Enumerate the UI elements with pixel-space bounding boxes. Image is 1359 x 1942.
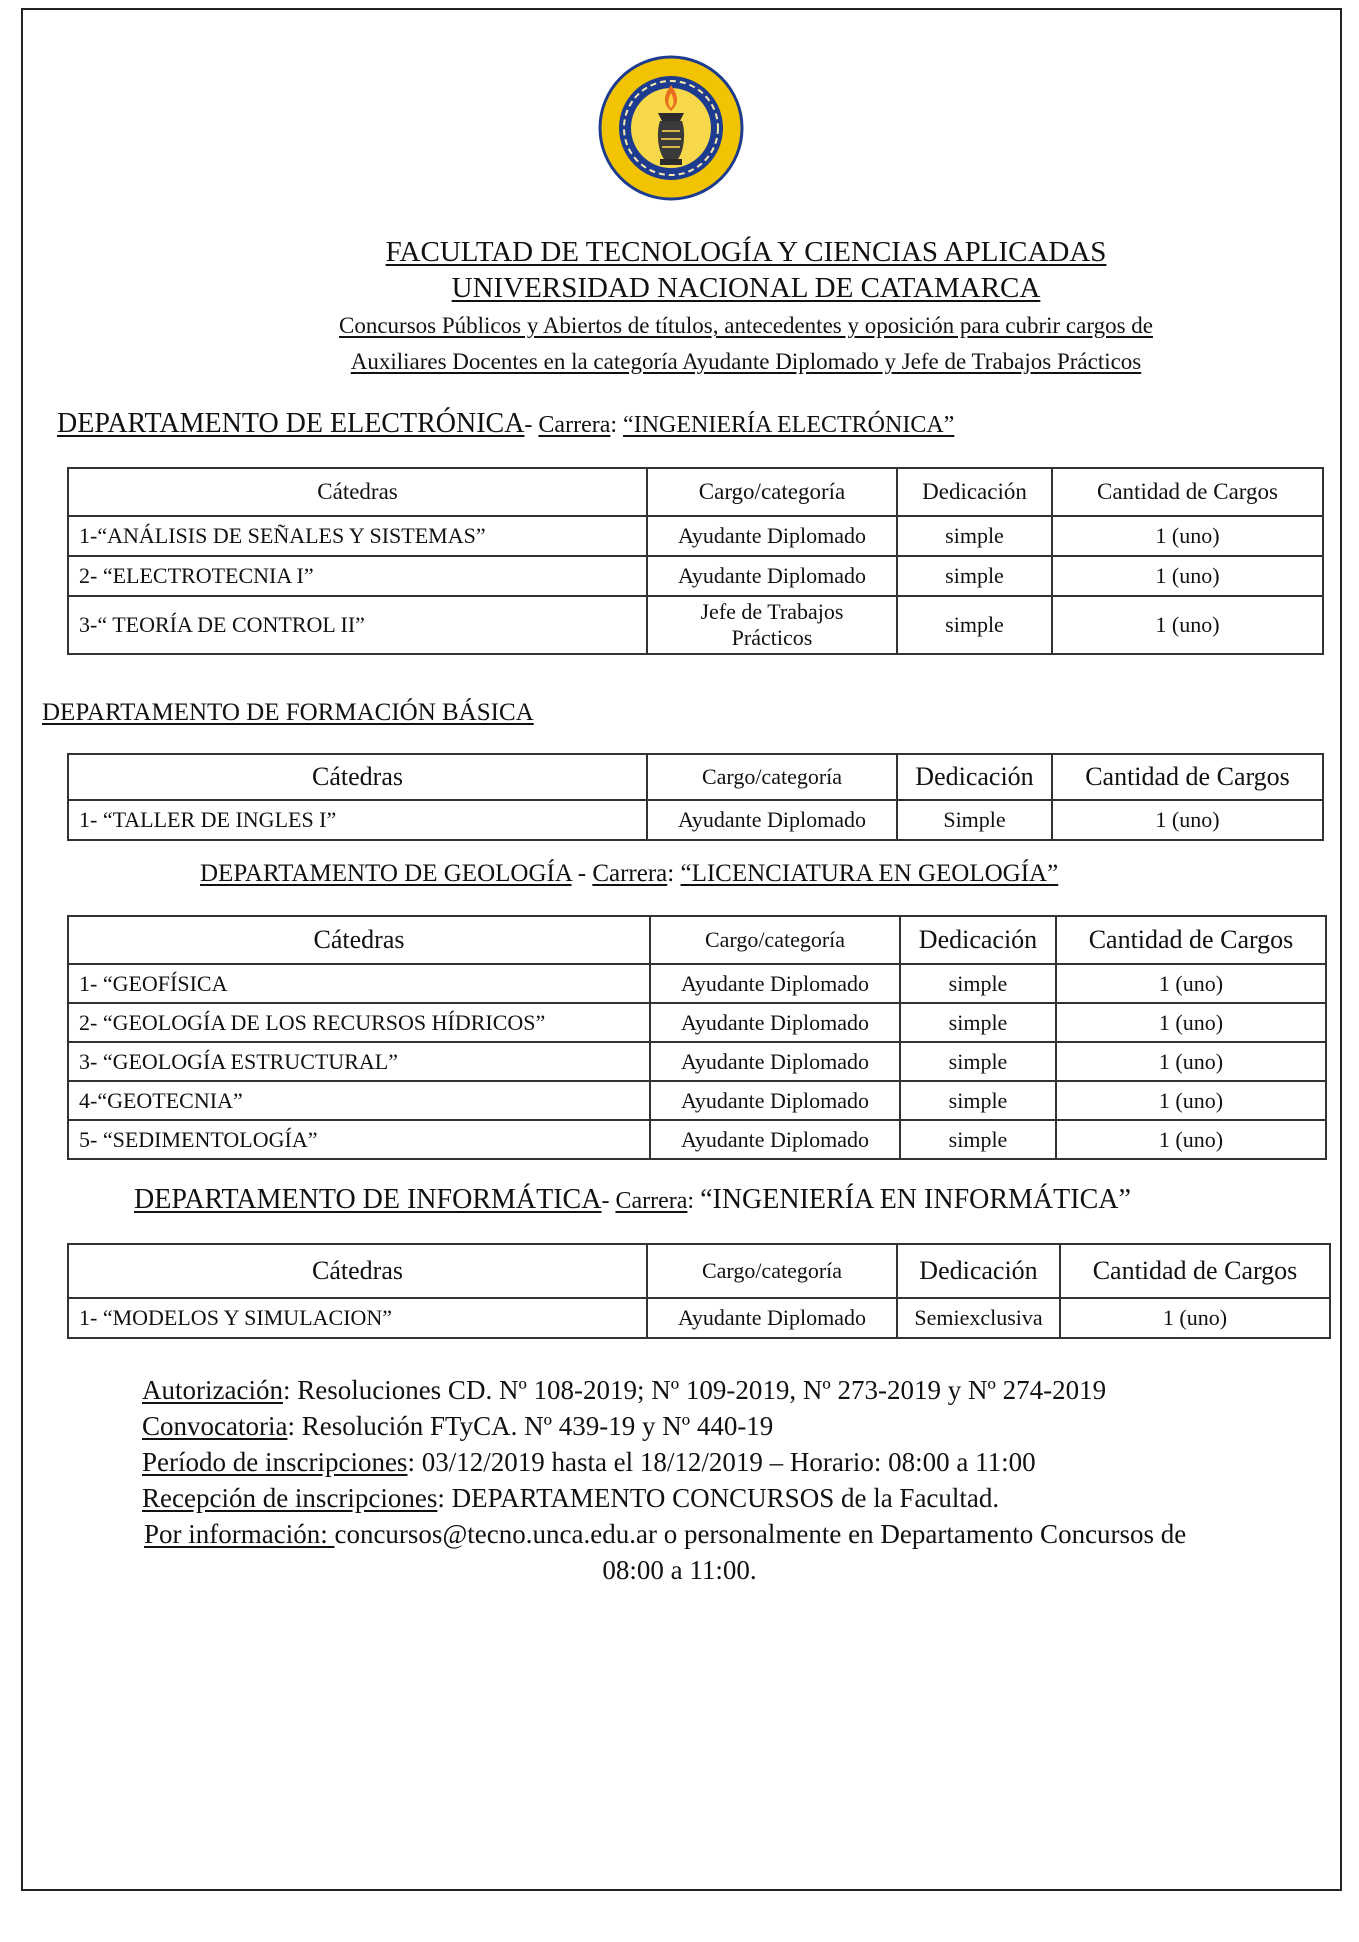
dept-heading-informatica: DEPARTAMENTO DE INFORMÁTICA- Carrera: “INGENIERÍA EN INFORMÁTICA”: [134, 1184, 1131, 1215]
periodo-line: Período de inscripciones: 03/12/2019 hasta el 18/12/2019 – Horario: 08:00 a 11:00: [142, 1447, 1036, 1477]
table-geologia: [67, 915, 1327, 1160]
col-header-dedicacion: Dedicación: [897, 754, 1052, 800]
table-row: 5- “SEDIMENTOLOGÍA” Ayudante Diplomado simple 1 (uno): [68, 1120, 1326, 1159]
col-header-cargo: Cargo/categoría: [647, 468, 897, 516]
autorizacion-line: Autorización: Resoluciones CD. Nº 108-2019; Nº 109-2019, Nº 273-2019 y Nº 274-2019: [142, 1375, 1107, 1405]
table-informatica: [67, 1243, 1331, 1339]
table-electronica: [67, 467, 1324, 655]
table-row: 2- “GEOLOGÍA DE LOS RECURSOS HÍDRICOS” Ayudante Diplomado simple 1 (uno): [68, 1003, 1326, 1042]
table-row: 1- “TALLER DE INGLES I” Ayudante Diplomado Simple 1 (uno): [68, 800, 1323, 840]
col-header-dedicacion: Dedicación: [897, 1244, 1060, 1298]
table-row: 2- “ELECTROTECNIA I” Ayudante Diplomado simple 1 (uno): [68, 556, 1323, 596]
dept-heading-formacion-basica: DEPARTAMENTO DE FORMACIÓN BÁSICA: [42, 699, 534, 726]
table-row: 3- “GEOLOGÍA ESTRUCTURAL” Ayudante Diplomado simple 1 (uno): [68, 1042, 1326, 1081]
university-seal-logo: [598, 55, 744, 201]
table-header-row: [68, 916, 1326, 964]
table-row: 3-“ TEORÍA DE CONTROL II” Jefe de Trabajos Prácticos simple 1 (uno): [68, 596, 1323, 654]
table-header-row: [68, 754, 1323, 800]
col-header-cargo: Cargo/categoría: [650, 916, 900, 964]
convocatoria-line: Convocatoria: Resolución FTyCA. Nº 439-19 y Nº 440-19: [142, 1411, 774, 1441]
col-header-dedicacion: Dedicación: [897, 468, 1052, 516]
col-header-cantidad: Cantidad de Cargos: [1052, 468, 1323, 516]
col-header-cargo: Cargo/categoría: [647, 1244, 897, 1298]
informacion-hours: 08:00 a 11:00.: [602, 1555, 757, 1585]
col-header-catedras: Cátedras: [68, 468, 647, 516]
col-header-catedras: Cátedras: [68, 1244, 647, 1298]
col-header-cantidad: Cantidad de Cargos: [1056, 916, 1326, 964]
table-header-row: [68, 468, 1323, 516]
informacion-line: Por información: concursos@tecno.unca.edu.ar o personalmente en Departamento Concursos de: [144, 1519, 1187, 1549]
table-row: 1- “GEOFÍSICA Ayudante Diplomado simple 1 (uno): [68, 964, 1326, 1003]
col-header-cantidad: Cantidad de Cargos: [1052, 754, 1323, 800]
table-row: 4-“GEOTECNIA” Ayudante Diplomado simple 1 (uno): [68, 1081, 1326, 1120]
col-header-catedras: Cátedras: [68, 916, 650, 964]
col-header-cantidad: Cantidad de Cargos: [1060, 1244, 1330, 1298]
col-header-catedras: Cátedras: [68, 754, 647, 800]
university-title: UNIVERSIDAD NACIONAL DE CATAMARCA: [451, 272, 1041, 304]
col-header-dedicacion: Dedicación: [900, 916, 1056, 964]
faculty-title: FACULTAD DE TECNOLOGÍA Y CIENCIAS APLICADAS: [385, 236, 1107, 268]
dept-heading-geologia: DEPARTAMENTO DE GEOLOGÍA - Carrera: “LICENCIATURA EN GEOLOGÍA”: [200, 860, 1059, 887]
contact-email-text: concursos@tecno.unca.edu.ar o personalmente en Departamento Concursos de: [334, 1519, 1187, 1549]
table-formacion-basica: [67, 753, 1324, 841]
dept-heading-electronica: DEPARTAMENTO DE ELECTRÓNICA- Carrera: “INGENIERÍA ELECTRÓNICA”: [57, 408, 955, 439]
subtitle-line-2: Auxiliares Docentes en la categoría Ayudante Diplomado y Jefe de Trabajos Prácticos: [350, 349, 1142, 374]
col-header-cargo: Cargo/categoría: [647, 754, 897, 800]
subtitle-line-1: Concursos Públicos y Abiertos de títulos, antecedentes y oposición para cubrir cargos de: [339, 313, 1153, 338]
table-row: 1-“ANÁLISIS DE SEÑALES Y SISTEMAS” Ayudante Diplomado simple 1 (uno): [68, 516, 1323, 556]
table-row: 1- “MODELOS Y SIMULACION” Ayudante Diplomado Semiexclusiva 1 (uno): [68, 1298, 1330, 1338]
table-header-row: [68, 1244, 1330, 1298]
recepcion-line: Recepción de inscripciones: DEPARTAMENTO CONCURSOS de la Facultad.: [142, 1483, 1000, 1513]
